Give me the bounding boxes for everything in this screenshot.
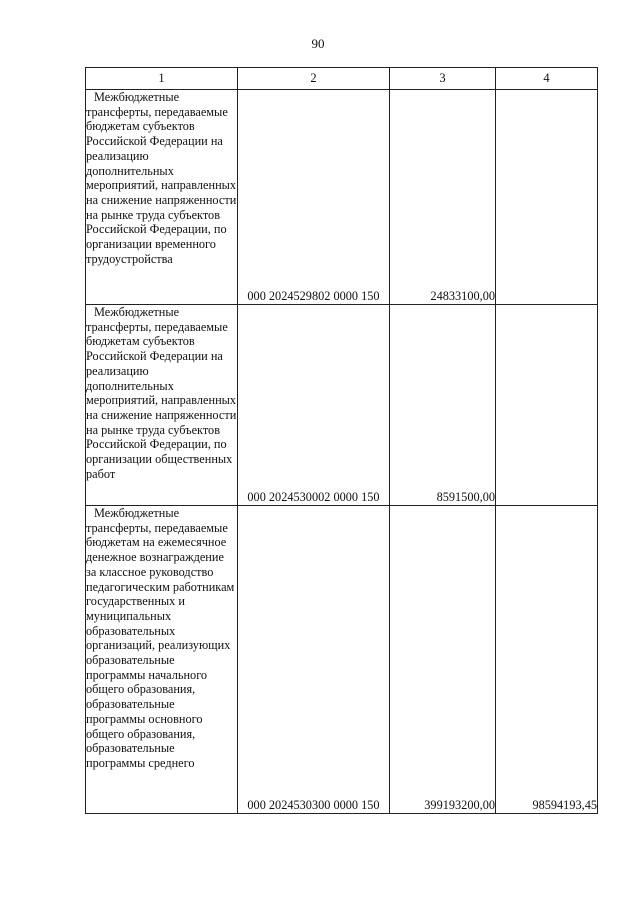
table-row bbox=[86, 506, 598, 814]
column-header-4: 4 bbox=[496, 68, 598, 90]
row-amount-cell: 24833100,00 bbox=[390, 90, 496, 305]
page-number: 90 bbox=[311, 36, 325, 51]
row-amount2-cell: 98594193,45 bbox=[496, 506, 598, 814]
column-header-2: 2 bbox=[238, 68, 390, 90]
row-name-cell: Межбюджетные трансферты, передаваемые бюджетам субъектов Российской Федерации на реализацию дополнительных мероприятий, направленных на снижение напряженности на рынке труда субъектов Российской Федерации, по организации временного трудоустройства bbox=[86, 90, 238, 305]
row-code-cell: 000 2024530300 0000 150 bbox=[238, 506, 390, 814]
row-amount-cell: 8591500,00 bbox=[390, 305, 496, 506]
row-name-cell: Межбюджетные трансферты, передаваемые бюджетам субъектов Российской Федерации на реализацию дополнительных мероприятий, направленных на снижение напряженности на рынке труда субъектов Российской Федерации, по организации общественных работ bbox=[86, 305, 238, 506]
row-amount2-cell bbox=[496, 305, 598, 506]
row-amount-cell: 399193200,00 bbox=[390, 506, 496, 814]
row-code-cell: 000 2024529802 0000 150 bbox=[238, 90, 390, 305]
column-header-3: 3 bbox=[390, 68, 496, 90]
table-row bbox=[86, 90, 598, 305]
row-name-cell: Межбюджетные трансферты, передаваемые бюджетам на ежемесячное денежное вознаграждение за классное руководство педагогическим работникам государственных и муниципальных образовательных организаций, реализующих образовательные программы начального общего образования, образовательные программы основного общего образования, образовательные программы среднего bbox=[86, 506, 238, 814]
table-row bbox=[86, 305, 598, 506]
table-header-row bbox=[86, 68, 598, 90]
budget-table bbox=[85, 67, 598, 814]
row-amount2-cell bbox=[496, 90, 598, 305]
row-code-cell: 000 2024530002 0000 150 bbox=[238, 305, 390, 506]
column-header-1: 1 bbox=[86, 68, 238, 90]
